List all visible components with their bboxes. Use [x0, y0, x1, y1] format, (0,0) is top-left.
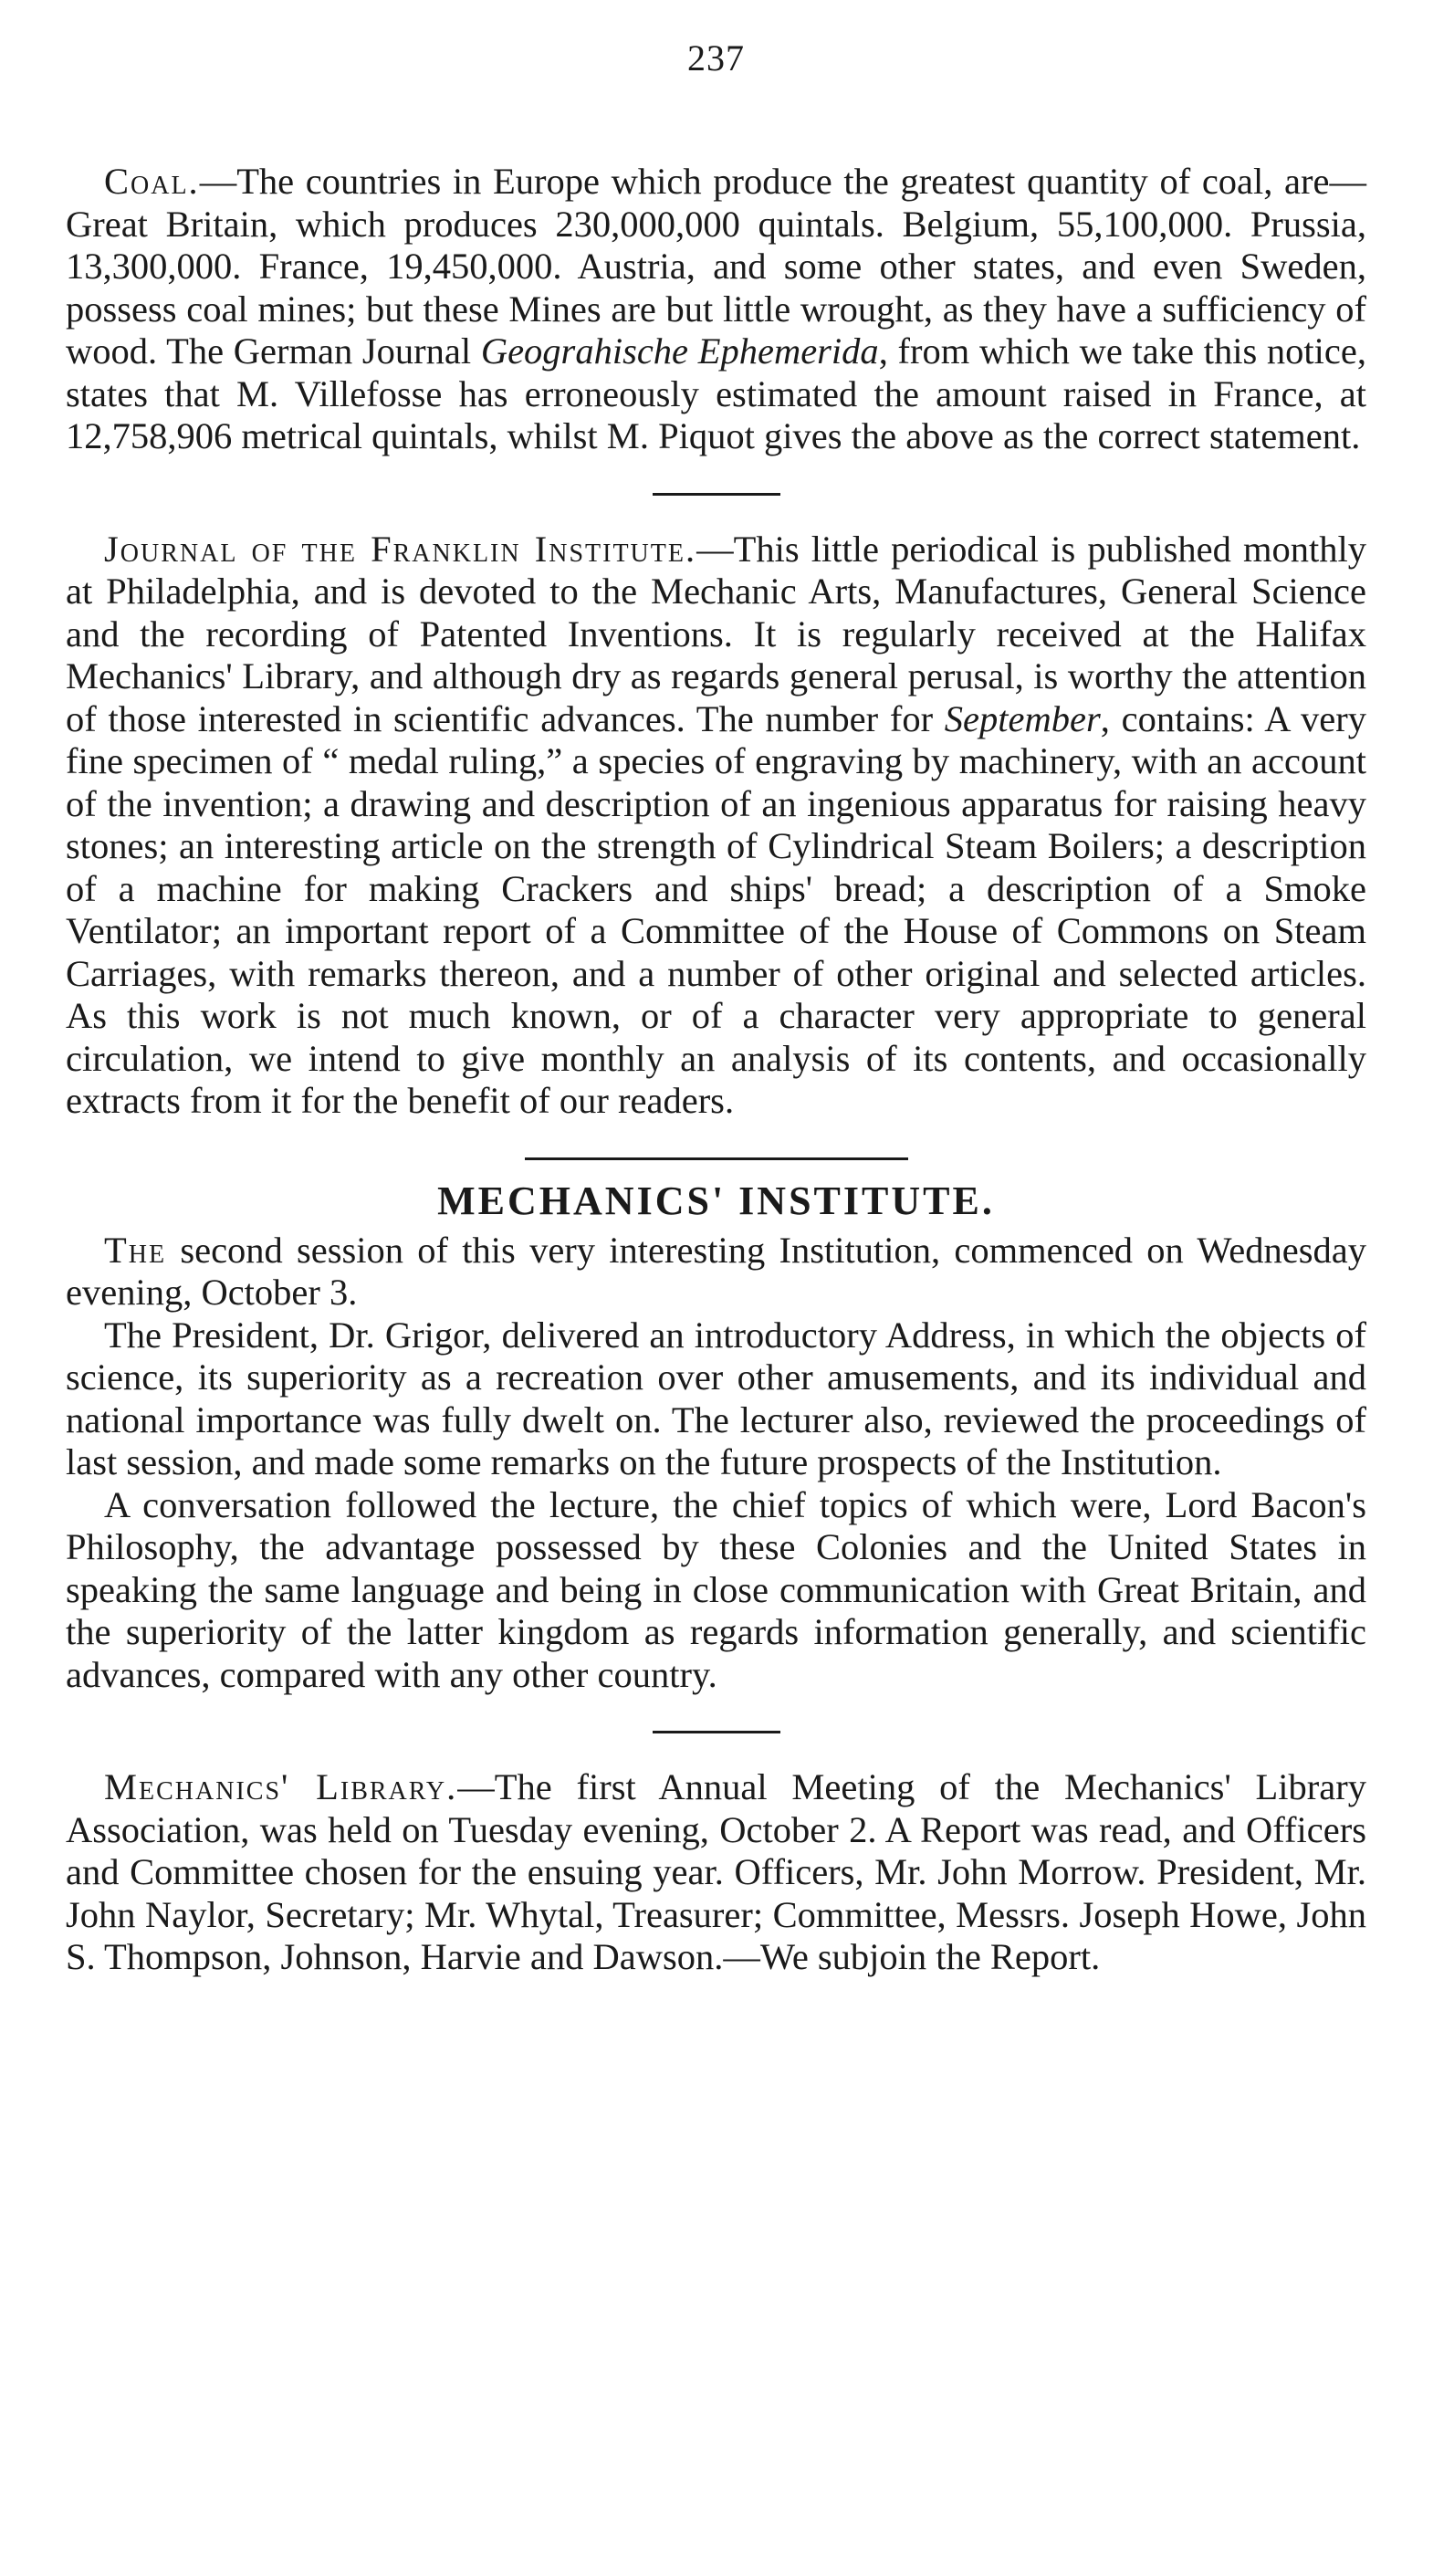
institute-heading: MECHANICS' INSTITUTE. — [437, 1178, 995, 1223]
institute-p1-lead: The — [104, 1229, 167, 1271]
franklin-lead: Journal of the Franklin Institute. — [104, 528, 697, 570]
institute-paragraph-1 — [66, 1230, 1366, 1314]
coal-journal-name: Geograhische Ephemerida — [480, 330, 879, 372]
section-divider — [653, 1731, 780, 1733]
institute-p1-text: second session of this very interesting Institution, commenced on Wednesday evening, October 3. — [66, 1229, 1366, 1313]
library-lead: Mechanics' Library. — [104, 1766, 458, 1807]
coal-paragraph — [66, 161, 1366, 458]
page-number: 237 — [687, 37, 745, 79]
coal-text: —The countries in Europe which produce the greatest quantity of coal, are—Great Britain, which produces 230,000,000 quintals. Belgium, 55,100,000. Prussia, 13,300,000. France, 19,450,000. Austria, and some other states, and even Sweden, possess coal mines; but these Mines are but little wrought, as they have a sufficiency of wood. The German Journal — [66, 161, 1366, 372]
coal-text-end: , from which we take this notice, states that M. Villefosse has erroneously estimated the amount raised in France, at 12,758,906 metrical quintals, whilst M. Piquot gives the above as the correct statement. — [66, 330, 1366, 456]
institute-paragraph-3: A conversation followed the lecture, the chief topics of which were, Lord Bacon's Philosophy, the advantage possessed by these Colonies and the United States in speaking the same language and being in close communication with Great Britain, and the superiority of the latter kingdom as regards information generally, and scientific advances, compared with any other country. — [66, 1483, 1366, 1695]
franklin-month: September — [944, 697, 1101, 739]
library-paragraph — [66, 1766, 1366, 1979]
section-divider-long — [525, 1157, 908, 1160]
document-page — [66, 37, 1366, 1979]
franklin-paragraph — [66, 529, 1366, 1123]
coal-lead: Coal. — [104, 161, 200, 202]
franklin-text: —This little periodical is published monthly at Philadelphia, and is devoted to the Mechanic Arts, Manufactures, General Science and the recording of Patented Inventions. It is regularly received at the Halifax Mechanics' Library, and although dry as regards general perusal, is worthy the attention of those interested in scientific advances. The number for — [66, 528, 1367, 739]
library-text: —The first Annual Meeting of the Mechanics' Library Association, was held on Tuesday evening, October 2. A Report was read, and Officers and Committee chosen for the ensuing year. Officers, Mr. John Morrow. President, Mr. John Naylor, Secretary; Mr. Whytal, Treasurer; Committee, Messrs. Joseph Howe, John S. Thompson, Johnson, Harvie and Dawson.—We subjoin the Report. — [66, 1766, 1366, 1977]
institute-paragraph-2: The President, Dr. Grigor, delivered an introductory Address, in which the objects of science, its superiority as a recreation over other amusements, and its individual and national importance was fully dwelt on. The lecturer also, reviewed the proceedings of last session, and made some remarks on the future prospects of the Institution. — [66, 1314, 1366, 1482]
section-divider — [653, 493, 780, 496]
franklin-text-end: , contains: A very fine specimen of “ medal ruling,” a species of engraving by machinery, with an account of the invention; a drawing and description of an ingenious apparatus for raising heavy stones; an interesting article on the strength of Cylindrical Steam Boilers; a description of a machine for making Crackers and ships' bread; a description of a Smoke Ventilator; an important report of a Committee of the House of Commons on Steam Carriages, with remarks thereon, and a number of other original and selected articles. As this work is not much known, or of a character very appropriate to general circulation, we intend to give monthly an analysis of its contents, and occasionally extracts from it for the benefit of our readers. — [66, 697, 1366, 1121]
